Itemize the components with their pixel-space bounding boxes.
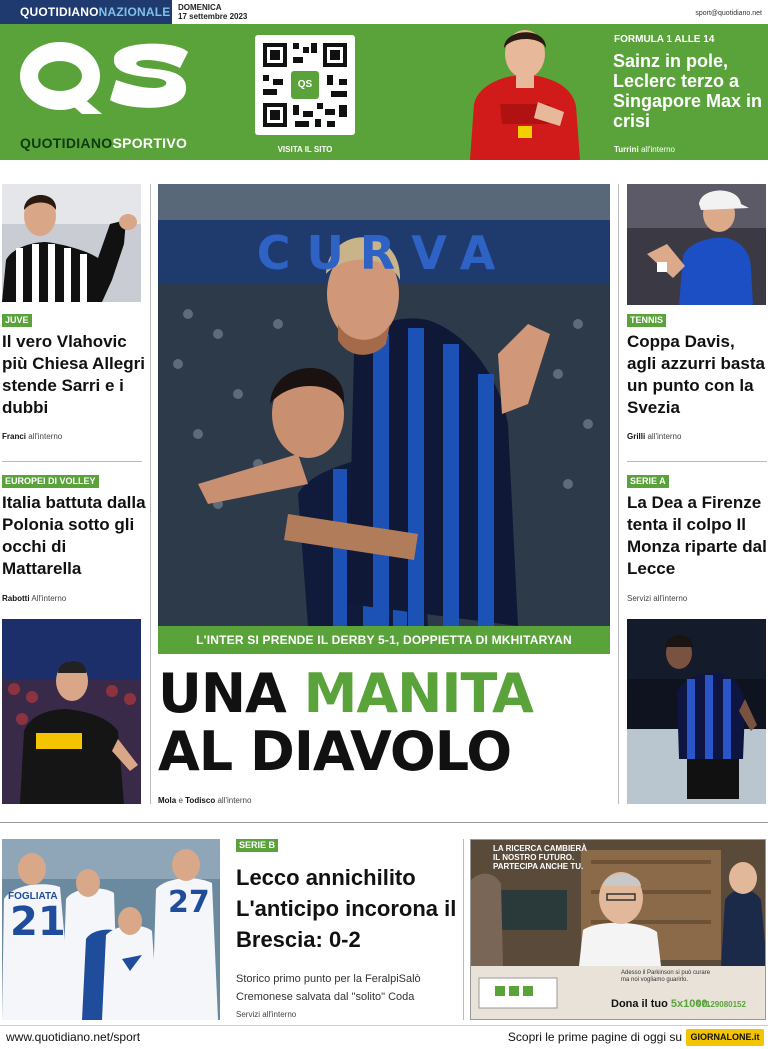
section-divider <box>0 822 768 823</box>
ad-line1: LA RICERCA CAMBIERÀ <box>493 844 588 853</box>
column-divider-right <box>618 184 619 804</box>
ad-donate <box>611 998 711 1010</box>
ad-donate-value: 5x1000. <box>670 998 711 1010</box>
qn-brand-tab[interactable] <box>0 0 172 24</box>
juve-credit <box>2 432 62 441</box>
qs-logo[interactable] <box>16 34 194 120</box>
main-credit <box>158 796 251 805</box>
divider <box>2 461 142 462</box>
footer <box>0 1025 768 1049</box>
volley-credit <box>2 594 66 603</box>
logo-subtitle-part2: SPORTIVO <box>112 135 188 151</box>
logo-subtitle-part1: QUOTIDIANO <box>20 135 113 151</box>
shirt-number-1: 21 <box>10 899 66 945</box>
f1-kicker: FORMULA 1 ALLE 14 <box>614 34 715 45</box>
main-banner[interactable]: L'INTER SI PRENDE IL DERBY 5-1, DOPPIETTA DI MKHITARYAN <box>158 626 610 654</box>
qn-brand-part1: QUOTIDIANO <box>20 5 99 19</box>
ad-donate-prefix: Dona il tuo <box>611 998 671 1010</box>
volley-headline[interactable]: Italia battuta dalla Polonia sotto gli occhi di Mattarella <box>2 493 146 578</box>
f1-credit-name: Turrini <box>614 145 639 154</box>
shirt-name: FOGLIATA <box>8 891 58 902</box>
ad-tagline1: Adesso il Parkinson si può curare <box>621 970 711 976</box>
footer-promo: Scopri le prime pagine di oggi su <box>507 1030 682 1044</box>
main-headline-line1 <box>158 662 610 725</box>
serieb-subhead: Storico primo punto per la FeralpiSalò Cremonese salvata dal "solito" Coda <box>236 973 421 1003</box>
tennis-photo[interactable] <box>627 184 766 305</box>
qn-brand-part2: NAZIONALE <box>98 5 171 19</box>
juve-tag: JUVE <box>2 314 32 327</box>
main-headline-highlight: MANITA <box>303 662 533 725</box>
serieb-credit: Servizi all'interno <box>236 1010 297 1019</box>
column-divider-bottom <box>463 839 464 1020</box>
issue-date <box>178 3 247 21</box>
main-photo[interactable] <box>158 184 610 626</box>
atalanta-photo[interactable] <box>627 619 766 804</box>
ad-line2: IL NOSTRO FUTURO. <box>493 853 575 862</box>
ad-code: 97129080152 <box>697 1000 746 1009</box>
seriea-credit-rest: Servizi all'interno <box>627 594 688 603</box>
volley-credit-rest: All'interno <box>29 594 67 603</box>
qr-center-logo: QS <box>297 79 313 90</box>
qr-code[interactable] <box>255 35 355 135</box>
divider <box>627 461 767 462</box>
juve-photo[interactable] <box>2 184 141 302</box>
main-headline-part1: UNA <box>158 662 304 725</box>
tennis-credit-rest: all'interno <box>645 432 682 441</box>
issue-day: DOMENICA <box>178 3 222 12</box>
juve-credit-rest: all'interno <box>26 432 63 441</box>
ad-tagline <box>621 970 710 984</box>
juve-headline[interactable]: Il vero Vlahovic più Chiesa Allegri stende Sarri e i dubbi <box>2 332 145 417</box>
main-credit-author2: Todisco <box>185 796 216 805</box>
footer-url[interactable]: www.quotidiano.net/sport <box>6 1030 141 1044</box>
f1-credit-rest: all'interno <box>638 145 675 154</box>
f1-headline[interactable]: Sainz in pole, Leclerc terzo a Singapore Max in crisi <box>613 51 763 131</box>
tennis-credit <box>627 432 681 441</box>
giornalone-logo[interactable]: GIORNALONE.it <box>686 1029 764 1046</box>
tennis-headline[interactable]: Coppa Davis, agli azzurri basta un punto con la Svezia <box>627 332 765 417</box>
volley-tag: EUROPEI DI VOLLEY <box>2 475 99 488</box>
qr-label: VISITA IL SITO <box>277 145 333 154</box>
volley-photo[interactable] <box>2 619 141 804</box>
f1-credit <box>614 145 675 154</box>
seriea-credit <box>627 594 687 603</box>
seriea-tag: SERIE A <box>627 475 669 488</box>
contact-email[interactable]: sport@quotidiano.net <box>695 10 762 17</box>
ad-line3: PARTECIPA ANCHE TU. <box>493 862 584 871</box>
main-credit-author1: Mola <box>158 796 177 805</box>
shirt-number-2: 27 <box>168 885 210 920</box>
serieb-headline[interactable]: Lecco annichilito L'anticipo incorona il Brescia: 0-2 <box>236 865 457 952</box>
column-divider-left <box>150 184 151 804</box>
main-credit-conj: e <box>176 796 186 805</box>
main-headline[interactable] <box>158 662 610 783</box>
serieb-tag: SERIE B <box>236 839 278 852</box>
stand-curva-text: CURVA <box>256 226 512 280</box>
tennis-credit-name: Grilli <box>627 432 646 441</box>
issue-date-text: 17 settembre 2023 <box>178 12 248 21</box>
main-credit-rest: all'interno <box>215 796 252 805</box>
tennis-tag: TENNIS <box>627 314 666 327</box>
parkinson-ad[interactable] <box>470 839 766 1020</box>
logo-subtitle <box>20 135 187 151</box>
ad-headline <box>493 844 587 871</box>
brescia-photo[interactable] <box>2 839 220 1020</box>
main-headline-line2: AL DIAVOLO <box>158 720 512 783</box>
f1-driver-photo[interactable] <box>460 14 590 160</box>
juve-credit-name: Franci <box>2 432 27 441</box>
seriea-headline[interactable]: La Dea a Firenze tenta il colpo Il Monza riparte dal Lecce <box>627 493 767 578</box>
volley-credit-name: Rabotti <box>2 594 30 603</box>
ad-tagline2: ma noi vogliamo guarirlo. <box>621 977 689 983</box>
